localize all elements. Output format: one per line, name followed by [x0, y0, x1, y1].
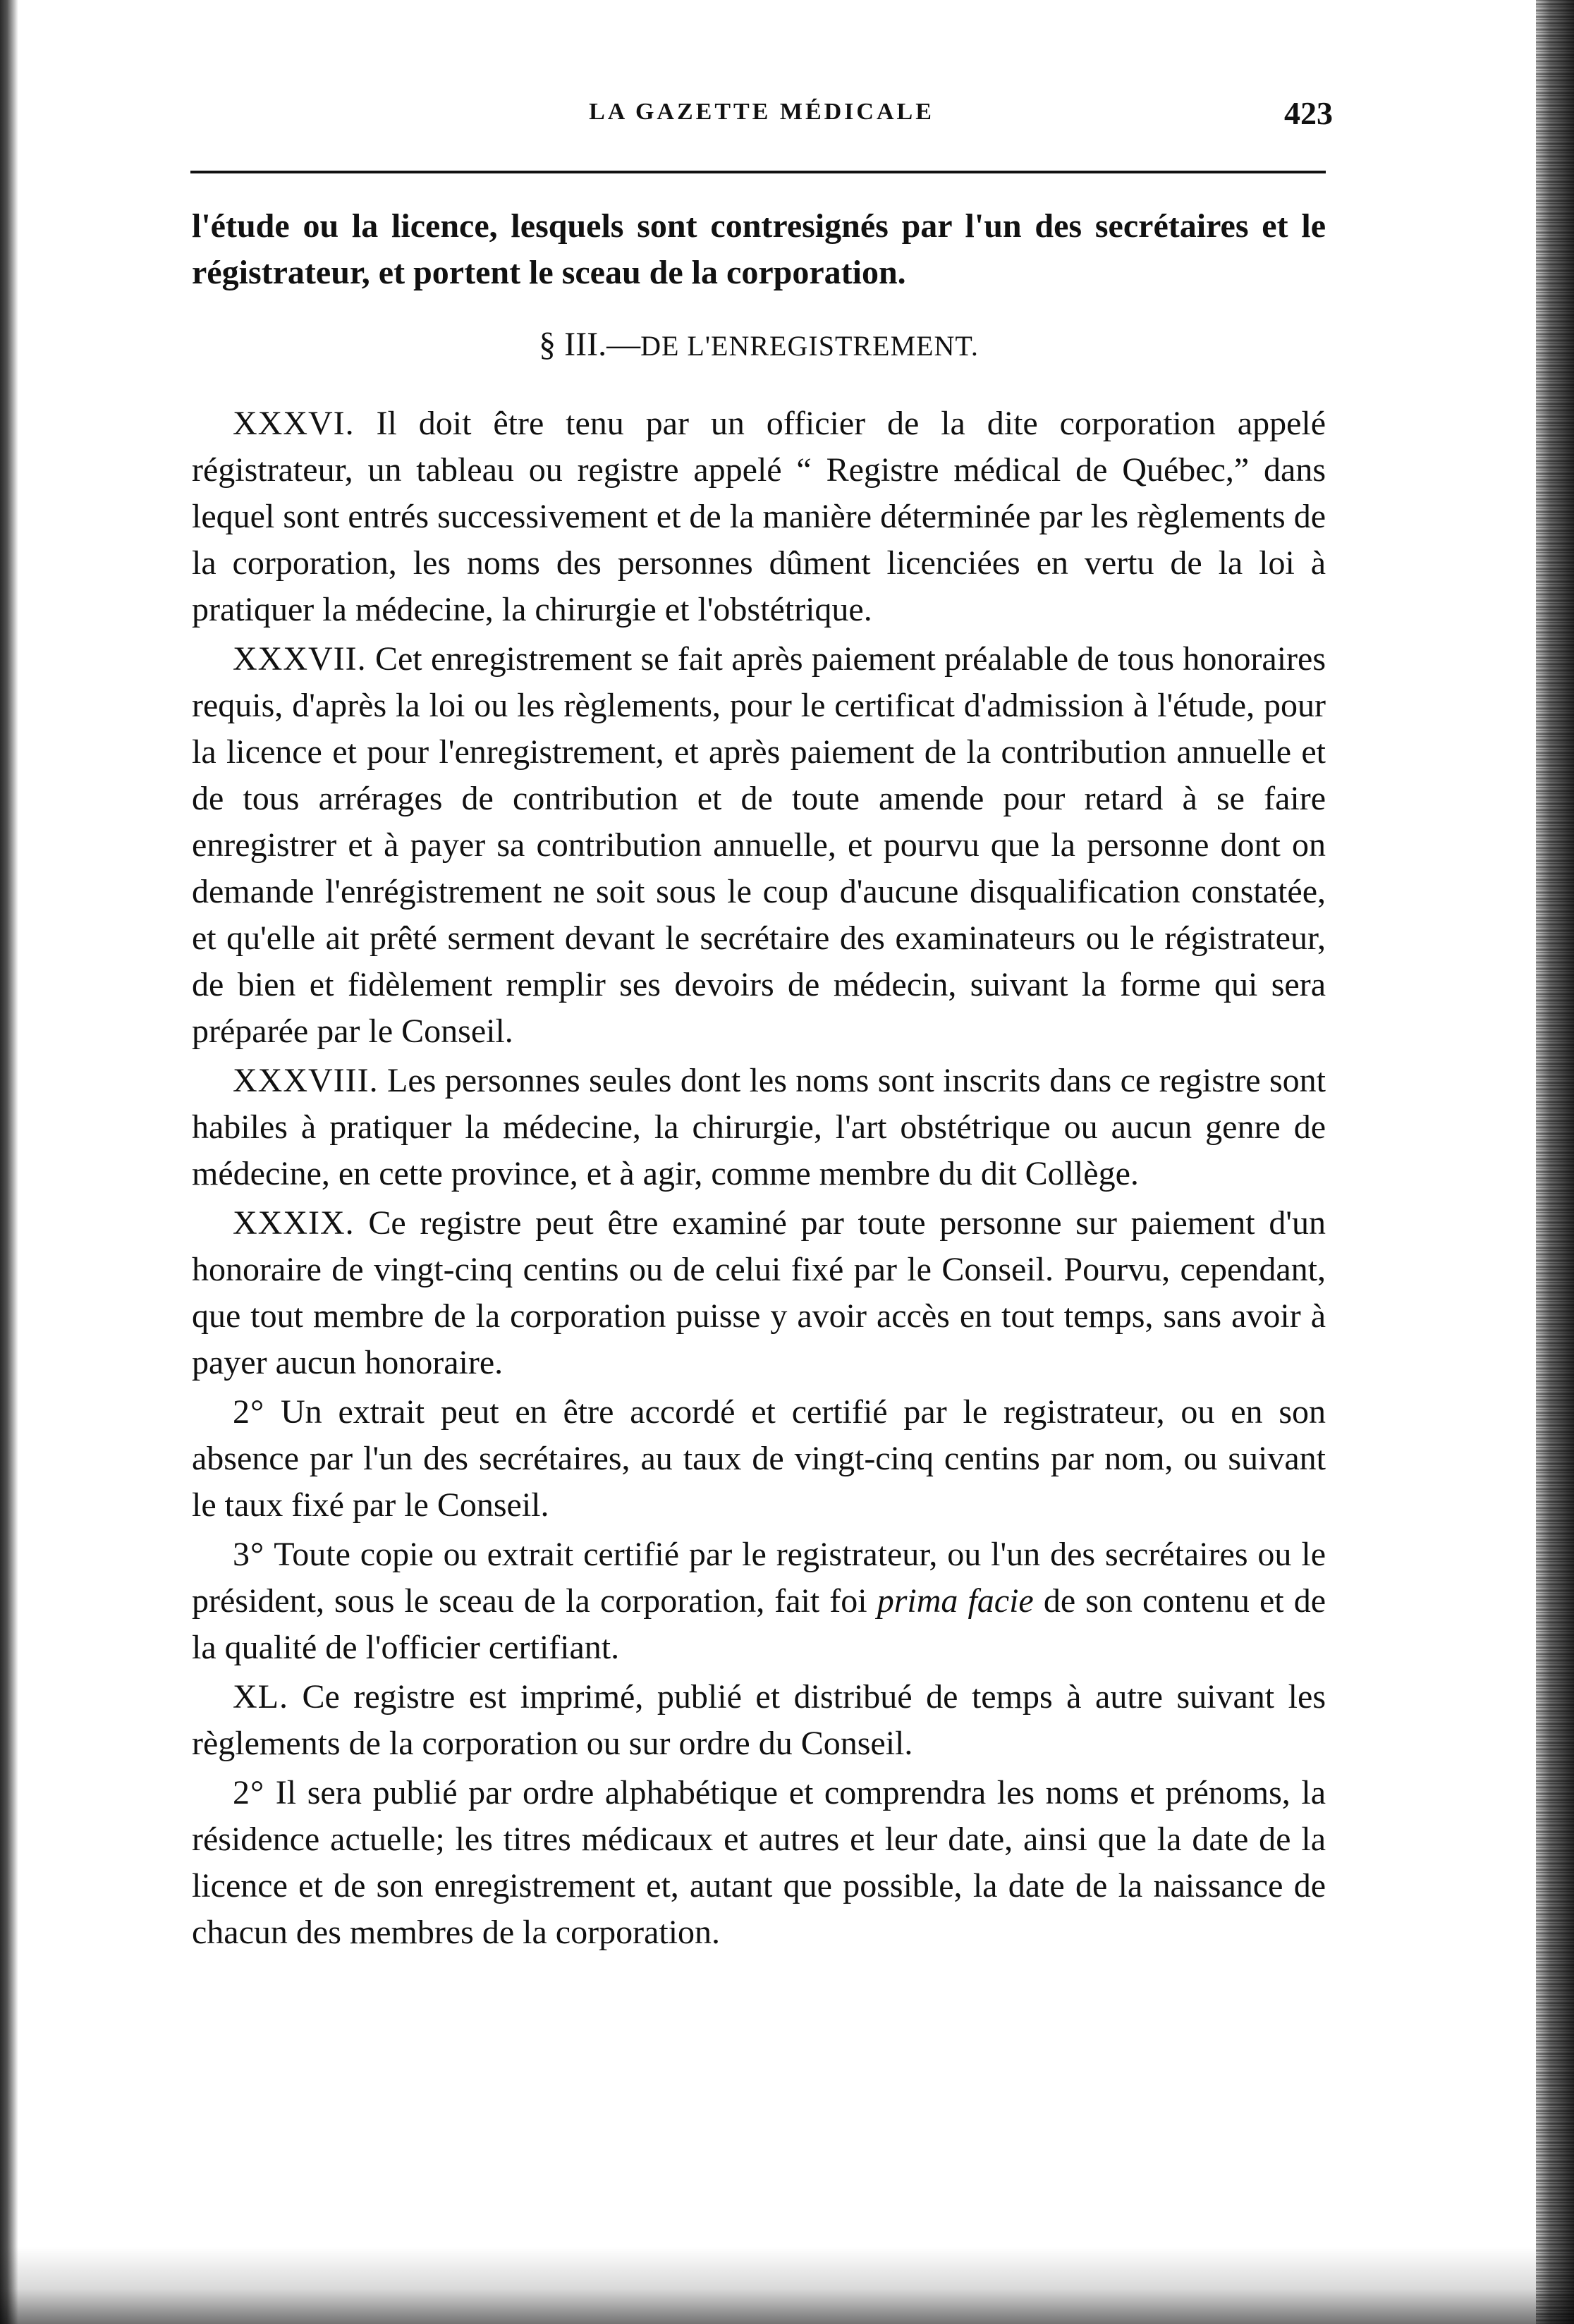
article-text: Ce registre est imprimé, publié et distribué de temps à autre suivant les règlements de la corporation ou sur ordre du Conseil.	[192, 1678, 1326, 1762]
section-title: DE L'ENREGISTREMENT.	[640, 330, 979, 362]
header-rule	[190, 171, 1326, 173]
scan-edge-bottom	[0, 2246, 1574, 2324]
article-label: XXXVI.	[233, 405, 355, 442]
running-head: LA GAZETTE MÉDICALE	[589, 99, 934, 125]
article-xl-2	[192, 1770, 1326, 1956]
article-label: XXXVIII.	[233, 1062, 379, 1099]
article-xxxviii	[192, 1058, 1326, 1197]
article-xxxix-3	[192, 1531, 1326, 1671]
page-body	[192, 203, 1326, 1959]
subsection-label: 2°	[233, 1393, 265, 1431]
scan-edge-left	[0, 0, 18, 2324]
article-xxxvii	[192, 636, 1326, 1055]
subsection-label: 3°	[233, 1536, 265, 1573]
article-label: XXXVII.	[233, 640, 367, 678]
article-label: XXXIX.	[233, 1204, 355, 1242]
subsection-text-after: de son contenu et de la qualité de l'officier certifiant.	[192, 1582, 1326, 1666]
article-text: Ce registre peut être examiné par toute personne sur paiement d'un honoraire de vingt-cinq centins ou de celui fixé par le Conseil. Pourvu, cependant, que tout membre de la corporation puisse y avoir accès en tout temps, sans avoir à payer aucun honoraire.	[192, 1204, 1326, 1381]
section-mark: § III.—	[539, 326, 641, 363]
subsection-text-before: Toute copie ou extrait certifié par le registrateur, ou l'un des secrétaires ou le président, sous le sceau de la corporation, fait foi	[192, 1536, 1326, 1620]
subsection-italic: prima facie	[877, 1582, 1034, 1620]
scan-edge-right	[1536, 0, 1574, 2324]
subsection-text: Il sera publié par ordre alphabétique et comprendra les noms et prénoms, la résidence actuelle; les titres médicaux et autres et leur date, ainsi que la date de la licence et de son enregistrement et, autant que possible, la date de la naissance de chacun des membres de la corporation.	[192, 1774, 1326, 1951]
subsection-label: 2°	[233, 1774, 265, 1811]
article-xxxvi	[192, 400, 1326, 633]
continuation-text: l'étude ou la licence, lesquels sont contresignés par l'un des secrétaires et le régistrateur, et portent le sceau de la corporation.	[192, 207, 1326, 291]
article-text: Il doit être tenu par un officier de la dite corporation appelé régistrateur, un tableau ou registre appelé “ Registre médical de Québec,” dans lequel sont entrés successivement et de la manière déterminée par les règlements de la corporation, les noms des personnes dûment licenciées en vertu de la loi à pratiquer la médecine, la chirurgie et l'obstétrique.	[192, 405, 1326, 628]
article-xxxix-2	[192, 1389, 1326, 1529]
page-header	[190, 95, 1333, 141]
article-text: Les personnes seules dont les noms sont inscrits dans ce registre sont habiles à pratiquer la médecine, la chirurgie, l'art obstétrique ou aucun genre de médecine, en cette province, et à agir, comme membre du dit Collège.	[192, 1062, 1326, 1192]
article-xxxix	[192, 1200, 1326, 1386]
page-number: 423	[1284, 95, 1333, 131]
section-heading	[192, 322, 1326, 369]
subsection-text: Un extrait peut en être accordé et certifié par le registrateur, ou en son absence par l'un des secrétaires, au taux de vingt-cinq centins par nom, ou suivant le taux fixé par le Conseil.	[192, 1393, 1326, 1524]
article-text: Cet enregistrement se fait après paiement préalable de tous honoraires requis, d'après la loi ou les règlements, pour le certificat d'admission à l'étude, pour la licence et pour l'enregistrement, et après paiement de la contribution annuelle et de tous arrérages de contribution et de toute amende pour retard à se faire enregistrer et à payer sa contribution annuelle, et pourvu que la personne dont on demande l'enrégistrement ne soit sous le coup d'aucune disqualification constatée, et qu'elle ait prêté serment devant le secrétaire des examinateurs ou le régistrateur, de bien et fidèlement remplir ses devoirs de médecin, suivant la forme qui sera préparée par le Conseil.	[192, 640, 1326, 1050]
article-label: XL.	[233, 1678, 288, 1716]
article-xl	[192, 1674, 1326, 1767]
